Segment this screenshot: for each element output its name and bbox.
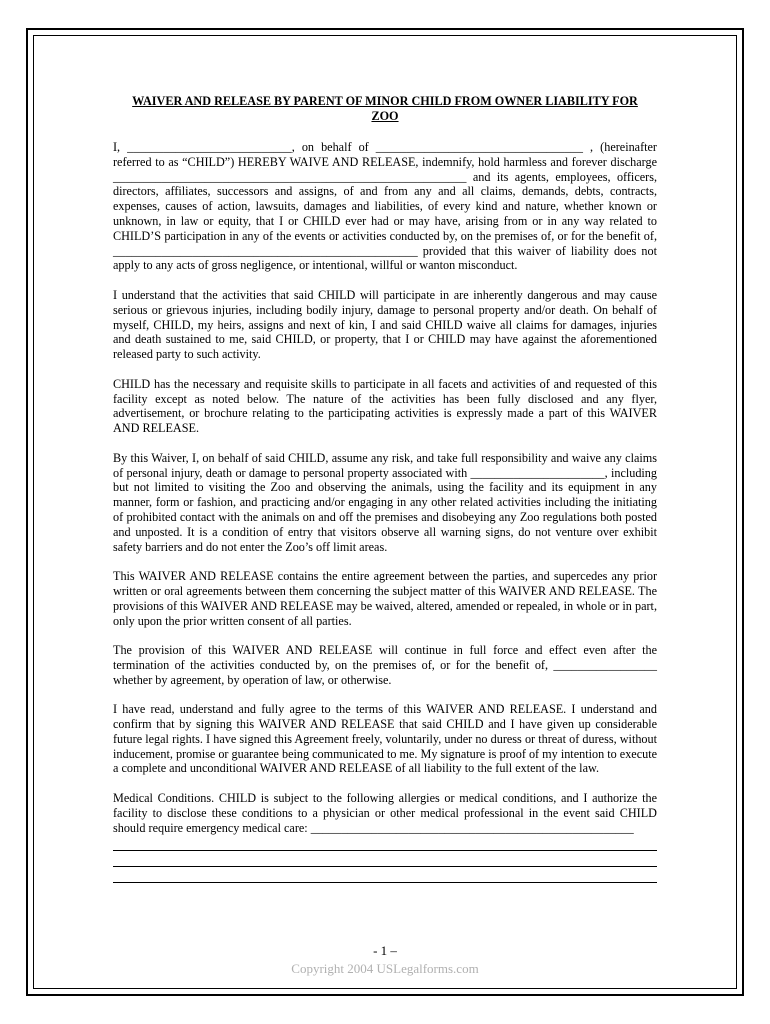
paragraph-survival: The provision of this WAIVER AND RELEASE will continue in full force and effect even after the termination of the activities conducted by, on the premises of, or for the benefit of, _________________ whether by agreement, by operation of law, or otherwise.	[113, 643, 657, 687]
paragraph-child-skills: CHILD has the necessary and requisite skills to participate in all facets and activities of and requested of this facility except as noted below. The nature of the activities has been fully disclosed and any flyer, advertisement, or brochure relating to the participating activities is expressly made a part of this WAIVER AND RELEASE.	[113, 376, 657, 436]
paragraph-medical-conditions: Medical Conditions. CHILD is subject to the following allergies or medical conditions, and I authorize the facility to disclose these conditions to a physician or other medical professional in the event said CHILD should require emergency medical care: _____________________________________________________	[113, 791, 657, 835]
copyright-footer: Copyright 2004 USLegalforms.com	[291, 961, 479, 976]
medical-conditions-blank-line-3[interactable]	[113, 867, 657, 883]
title-line-1: WAIVER AND RELEASE BY PARENT OF MINOR CHILD FROM OWNER LIABILITY FOR	[132, 94, 638, 108]
paragraph-acknowledgement: I have read, understand and fully agree to the terms of this WAIVER AND RELEASE. I understand and confirm that by signing this WAIVER AND RELEASE that said CHILD and I have given up considerable future legal rights. I have signed this Agreement freely, voluntarily, under no duress or threat of duress, without inducement, promise or guarantee being communicated to me. My signature is proof of my intention to execute a complete and unconditional WAIVER AND RELEASE of all liability to the full extent of the law.	[113, 702, 657, 776]
paragraph-inherent-danger: I understand that the activities that said CHILD will participate in are inherently dangerous and may cause serious or grievous injuries, including bodily injury, damage to personal property and/or death. On behalf of myself, CHILD, my heirs, assigns and next of kin, I and said CHILD waive all claims for damages, injuries and death sustained to me, said CHILD, or property, that I or CHILD may have against the aforementioned released party to such activity.	[113, 287, 657, 362]
medical-conditions-section	[113, 791, 657, 883]
paragraph-assume-risk: By this Waiver, I, on behalf of said CHILD, assume any risk, and take full responsibility and waive any claims of personal injury, death or damage to personal property associated with ______________________, including but not limited to visiting the Zoo and observing the animals, using the facility and its equipment in any manner, form or fashion, and practicing and/or engaging in any other related activities including the initiating of prohibited contact with the animals on and off the premises and disobeying any Zoo regulations both posted and unposted. It is a condition of entry that visitors observe all warning signs, do not venture over exhibit safety barriers and do not enter the Zoo’s off limit areas.	[113, 450, 657, 554]
document-body	[113, 94, 657, 883]
title-line-2: ZOO	[371, 108, 399, 123]
paragraph-waiver-parties: I, ___________________________, on behalf of __________________________________ , (hereinafter referred to as “CHILD”) HEREBY WAIVE AND RELEASE, indemnify, hold harmless and forever discharge __________________________________________________________ and its agents, employees, officers, directors, affiliates, successors and assigns, of and from any and all claims, demands, debts, contracts, expenses, causes of action, lawsuits, damages and liabilities, of every kind and nature, whether known or unknown, in law or equity, that I or CHILD ever had or may have, arising from or in any way related to CHILD’S participation in any of the events or activities conducted by, on the premises of, or for the benefit of, __________________________________________________ provided that this waiver of liability does not apply to any acts of gross negligence, or intentional, willful or wanton misconduct.	[113, 140, 657, 273]
medical-conditions-blank-line-1[interactable]	[113, 835, 657, 851]
page-number: - 1 –	[373, 943, 397, 958]
medical-conditions-blank-line-2[interactable]	[113, 851, 657, 867]
paragraph-entire-agreement: This WAIVER AND RELEASE contains the entire agreement between the parties, and supercedes any prior written or oral agreements between them concerning the subject matter of this WAIVER AND RELEASE. The provisions of this WAIVER AND RELEASE may be waived, altered, amended or repealed, in whole or in part, only upon the prior written consent of all parties.	[113, 569, 657, 628]
document-title	[113, 94, 657, 123]
